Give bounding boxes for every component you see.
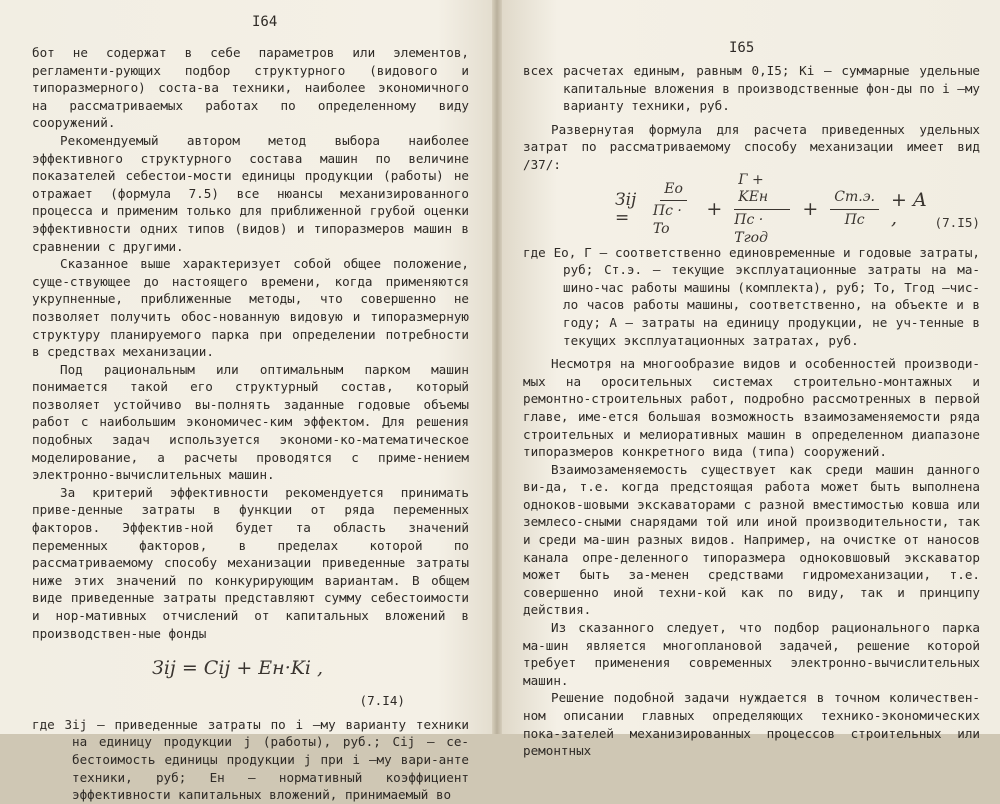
equation-number: (7.I5) (934, 214, 980, 230)
paragraph: Развернутая формула для расчета приведенных удельных затрат по рассматриваемому способу механизации имеет вид /37/: (523, 121, 980, 172)
paragraph: Решение подобной задачи нуждается в точном количествен-ном описании главных определяющих технико-экономических пока-зателей механизированных процессов строительных или ремонтных (523, 690, 980, 759)
numerator: Eo (660, 181, 687, 202)
left-page (0, 0, 497, 803)
formula-tail: + A , (890, 188, 927, 229)
book-gutter (492, 0, 502, 734)
formula-7-14: Зij = Cij + Eн·Ki , (152, 657, 324, 680)
numerator: Cт.э. (830, 189, 879, 210)
formula-legend: где Зij – приведенные затраты по i –му варианту техники на единицу продукции j (работы), руб.; Cij – се-бестоимость единицы продукции j при i –му вари-анте техники, руб; Eн – нормативный коэффициент эффективности капитальных вложений, принимаемый во (32, 716, 469, 803)
right-page (497, 0, 1000, 759)
formula-7-15 (615, 171, 980, 246)
denominator: Пс · To (652, 203, 682, 237)
page-number-left: I64 (252, 14, 278, 30)
paragraph: Сказанное выше характеризует собой общее положение, суще-ствующее до настоящего времени, когда применяются укрупненные, приближенные методы, что совершенно не позволяет получить обос-нованную видовую и типоразмерную структуру планируемого парка при определении потребности в средствах механизации. (32, 256, 469, 360)
paragraph: бот не содержат в себе параметров или элементов, регламенти-рующих подбор структурного (видового и типоразмерного) соста-ва техники, наиболее экономичного на рассматриваемых работах по определенному виду сооружений. (32, 45, 469, 131)
paragraph: Несмотря на многообразие видов и особенностей производи-мых на оросительных системах строительно-монтажных и ремонтно-строительных работ, подробно рассмотренных в первой главе, име-ется большая возможность взаимозаменяемости ряда строительных и мелиоративных машин в определенном диапазоне типоразмеров конкретного вида (типа) сооружений. (523, 356, 980, 460)
paragraph: Взаимозаменяемость существует как среди машин данного ви-да, т.е. когда предстоящая работа может быть выполнена одноков-шовыми экскаваторами с разной вместимостью ковша или землесо-сными снарядами той или иной производительности, так и среди ма-шин разных видов. Например, на очистке от наносов канала опре-деленного типоразмера одноковшовый экскаватор может быть за-менен средствами гидромеханизации, т.е. совершенно иной техни-кой как по виду, так и принципу действия. (523, 461, 980, 618)
paragraph: За критерий эффективности рекомендуется принимать приве-денные затраты в функции от ряда переменных факторов. Эффектив-ной будет та область значений переменных факторов, в пределах которой по рассматриваемому способу механизации приведенные затраты ниже этих значений по конкурирующим вариантам. В общем виде приведенные затраты представляют сумму себестоимости и нор-мативных отчислений от капитальных вложений в производствен-ные фонды (32, 484, 469, 641)
denominator: Пс (844, 212, 865, 229)
fraction (734, 172, 790, 247)
denominator: Пс · Tгод (734, 212, 768, 246)
operator: + (802, 197, 819, 220)
operator: + (706, 197, 723, 220)
paragraph: Рекомендуемый автором метод выбора наиболее эффективного структурного состава машин по величине показателей себестои-мости единицы продукции (работы) не отражает (формула 7.5) все нюансы механизированного процесса и применим только для приближенной грубой оценки эффективности одних типов (видов) и типоразмеров машин в сравнении с другими. (32, 132, 469, 254)
page-number-right: I65 (729, 40, 755, 56)
formula-lhs: Зij = (615, 189, 637, 228)
paragraph: Из сказанного следует, что подбор рационального парка ма-шин является многоплановой задачей, решение которой требует применения современных электронно-вычислительных машин. (523, 620, 980, 688)
fraction (830, 189, 879, 229)
fraction (653, 181, 694, 239)
numerator: Г + KEн (734, 172, 790, 210)
paragraph: Под рациональным или оптимальным парком машин понимается такой его структурный состав, который позволяет устойчиво вы-полнять заданные годовые объемы работ с наибольшим экономичес-ким эффектом. Для решения подобных задач используется экономи-ко-математическое моделирование, а расчеты проводятся с приме-нением электронно-вычислительных машин. (32, 361, 469, 483)
equation-number: (7.I4) (359, 693, 405, 709)
paragraph: всех расчетах единым, равным 0,I5; Ki – суммарные удельные капитальные вложения в производственные фон-ды по i –му варианту техники, руб. (523, 63, 981, 114)
formula-legend: где Eo, Г – соответственно единовременные и годовые затраты, руб; Cт.э. – текущие эксплуатационные затраты на ма-шино-час работы машины (комплекта), руб; To, Tгод –чис-ло часов работы машины, соответственно, на объекте и в году; A – затраты на единицу продукции, не уч-тенные в текущих эксплуатационных затратах, руб. (523, 244, 981, 348)
